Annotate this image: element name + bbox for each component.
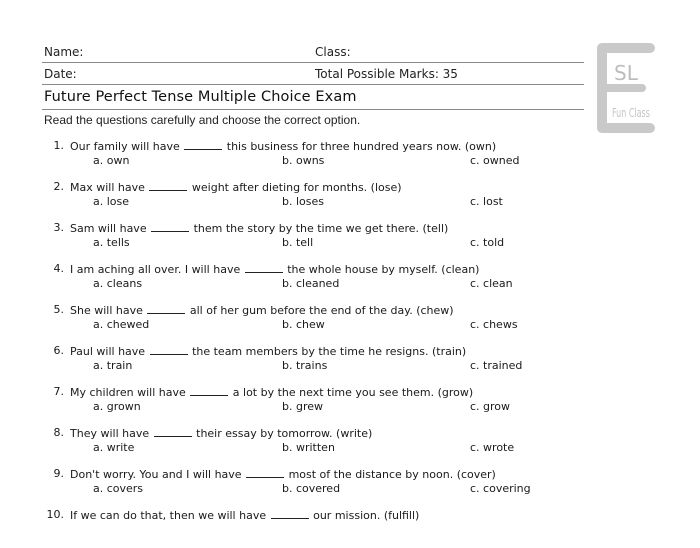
option-b[interactable]: b. cleaned bbox=[282, 277, 340, 290]
question-9 bbox=[0, 467, 700, 507]
question-text: My children will have a lot by the next time you see them. (grow) bbox=[70, 386, 474, 399]
question-text: If we can do that, then we will have our mission. (fulfill) bbox=[70, 509, 420, 522]
question-number: 8. bbox=[53, 426, 64, 439]
question-number: 2. bbox=[53, 180, 64, 193]
question-1 bbox=[0, 139, 700, 179]
question-5 bbox=[0, 303, 700, 343]
option-b[interactable]: b. loses bbox=[282, 195, 324, 208]
title-line bbox=[42, 109, 584, 110]
question-6 bbox=[0, 344, 700, 384]
option-c[interactable]: c. covering bbox=[470, 482, 531, 495]
option-c[interactable]: c. clean bbox=[470, 277, 513, 290]
option-b[interactable]: b. chew bbox=[282, 318, 325, 331]
question-8 bbox=[0, 426, 700, 466]
question-number: 9. bbox=[53, 467, 64, 480]
question-text: They will have their essay by tomorrow. (write) bbox=[70, 427, 373, 440]
question-2 bbox=[0, 180, 700, 220]
svg-text:SL: SL bbox=[614, 61, 638, 85]
option-c[interactable]: c. told bbox=[470, 236, 505, 249]
question-7 bbox=[0, 385, 700, 425]
option-b[interactable]: b. written bbox=[282, 441, 335, 454]
answer-blank bbox=[271, 508, 309, 519]
option-a[interactable]: a. lose bbox=[93, 195, 130, 208]
option-b[interactable]: b. owns bbox=[282, 154, 325, 167]
question-number: 5. bbox=[53, 303, 64, 316]
date-line bbox=[42, 84, 584, 85]
answer-blank bbox=[184, 139, 222, 150]
name-line bbox=[42, 62, 584, 63]
option-c[interactable]: c. wrote bbox=[470, 441, 515, 454]
option-c[interactable]: c. lost bbox=[470, 195, 503, 208]
instructions: Read the questions carefully and choose the correct option. bbox=[44, 113, 361, 127]
question-10 bbox=[0, 508, 700, 548]
option-c[interactable]: c. trained bbox=[470, 359, 523, 372]
option-b[interactable]: b. trains bbox=[282, 359, 328, 372]
question-text: Paul will have the team members by the time he resigns. (train) bbox=[70, 345, 467, 358]
question-number: 6. bbox=[53, 344, 64, 357]
option-a[interactable]: a. grown bbox=[93, 400, 141, 413]
question-text: I am aching all over. I will have the whole house by myself. (clean) bbox=[70, 263, 480, 276]
option-a[interactable]: a. train bbox=[93, 359, 133, 372]
option-c[interactable]: c. grow bbox=[470, 400, 511, 413]
esl-logo-icon bbox=[592, 42, 658, 134]
question-text: Don't worry. You and I will have most of the distance by noon. (cover) bbox=[70, 468, 496, 481]
class-label: Class: bbox=[315, 45, 351, 59]
question-text: She will have all of her gum before the end of the day. (chew) bbox=[70, 304, 454, 317]
question-number: 1. bbox=[53, 139, 64, 152]
option-a[interactable]: a. own bbox=[93, 154, 130, 167]
option-a[interactable]: a. write bbox=[93, 441, 135, 454]
svg-text:Fun Class: Fun Class bbox=[612, 106, 650, 121]
option-c[interactable]: c. owned bbox=[470, 154, 520, 167]
option-b[interactable]: b. grew bbox=[282, 400, 324, 413]
date-label: Date: bbox=[44, 67, 77, 81]
option-a[interactable]: a. cleans bbox=[93, 277, 143, 290]
answer-blank bbox=[147, 303, 185, 314]
answer-blank bbox=[190, 385, 228, 396]
total-marks-label: Total Possible Marks: 35 bbox=[315, 67, 458, 81]
exam-title: Future Perfect Tense Multiple Choice Exam bbox=[44, 89, 357, 105]
question-number: 3. bbox=[53, 221, 64, 234]
option-a[interactable]: a. chewed bbox=[93, 318, 150, 331]
option-c[interactable]: c. chews bbox=[470, 318, 518, 331]
option-b[interactable]: b. tell bbox=[282, 236, 314, 249]
question-number: 4. bbox=[53, 262, 64, 275]
question-text: Max will have weight after dieting for months. (lose) bbox=[70, 181, 402, 194]
answer-blank bbox=[245, 262, 283, 273]
answer-blank bbox=[151, 221, 189, 232]
answer-blank bbox=[150, 344, 188, 355]
question-3 bbox=[0, 221, 700, 261]
option-b[interactable]: b. covered bbox=[282, 482, 341, 495]
option-a[interactable]: a. covers bbox=[93, 482, 144, 495]
question-text: Sam will have them the story by the time we get there. (tell) bbox=[70, 222, 449, 235]
option-a[interactable]: a. tells bbox=[93, 236, 130, 249]
question-4 bbox=[0, 262, 700, 302]
question-number: 7. bbox=[53, 385, 64, 398]
question-number: 10. bbox=[46, 508, 64, 521]
esl-fun-class-logo bbox=[592, 42, 658, 134]
name-label: Name: bbox=[44, 45, 84, 59]
answer-blank bbox=[149, 180, 187, 191]
answer-blank bbox=[154, 426, 192, 437]
question-text: Our family will have this business for three hundred years now. (own) bbox=[70, 140, 497, 153]
answer-blank bbox=[246, 467, 284, 478]
